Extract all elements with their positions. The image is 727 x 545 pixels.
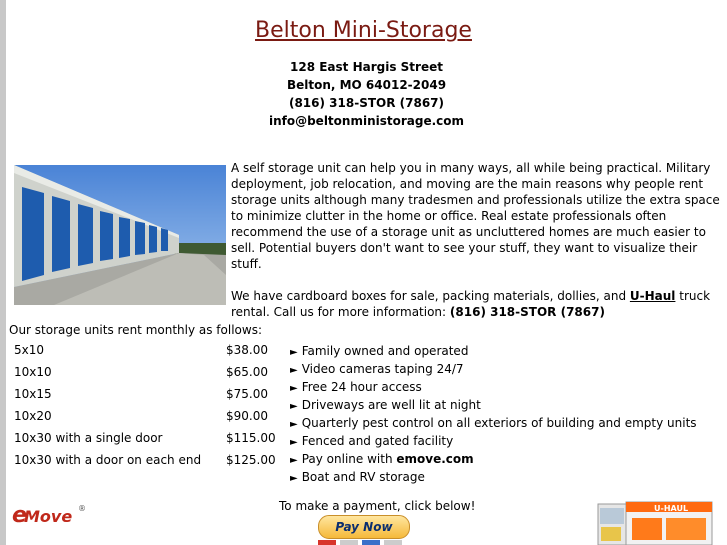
unit-size: 10x30 with a door on each end: [14, 453, 202, 467]
rate-row: [14, 343, 284, 365]
rate-row: [14, 409, 284, 431]
rate-row: [14, 365, 284, 387]
feature-item: [290, 397, 697, 415]
bullet-arrow-icon: ►: [290, 347, 298, 358]
feature-text: Boat and RV storage: [301, 470, 425, 484]
services-phone: (816) 318-STOR (7867): [449, 305, 605, 319]
unit-size: 10x10: [14, 365, 52, 379]
features-list: [290, 343, 697, 487]
emove-logo[interactable]: [12, 500, 88, 528]
intro-paragraph: A self storage unit can help you in many ways, all while being practical. Military deployment, job relocation, and moving are the main reasons why people rent storage units although many tradesmen and professionals utilize the extra space to minimize clutter in the home or office. Real estate professionals often recommend the use of a storage unit as uncluttered homes are much easier to sell. Potential buyers don't want to see your stuff, they want to visualize their stuff.: [231, 161, 720, 271]
bullet-arrow-icon: ►: [290, 437, 298, 448]
city-state-zip: Belton, MO 64012-2049: [286, 78, 447, 92]
feature-item: [290, 361, 697, 379]
page-title: Belton Mini-Storage: [255, 18, 472, 43]
unit-price: $90.00: [226, 409, 268, 423]
storage-facility-photo: [14, 165, 226, 305]
unit-size: 10x30 with a single door: [14, 431, 163, 445]
svg-text:Move: Move: [24, 507, 73, 526]
rates-heading: Our storage units rent monthly as follows:: [9, 323, 262, 337]
email-address[interactable]: info@beltonministorage.com: [268, 114, 465, 128]
bullet-arrow-icon: ►: [290, 365, 298, 376]
unit-size: 10x15: [14, 387, 52, 401]
feature-text: Quarterly pest control on all exteriors of building and empty units: [301, 416, 697, 430]
credit-cards-icon: [318, 540, 410, 545]
address-block: [0, 58, 727, 130]
payment-prompt: To make a payment, click below!: [279, 499, 476, 513]
unit-price: $75.00: [226, 387, 268, 401]
services-text: We have cardboard boxes for sale, packing materials, dollies, and: [231, 289, 630, 303]
feature-text: Video cameras taping 24/7: [301, 362, 464, 376]
unit-price: $115.00: [226, 431, 276, 445]
feature-text: Pay online with: [301, 452, 397, 466]
bullet-arrow-icon: ►: [290, 419, 298, 430]
feature-item: [290, 343, 697, 361]
bullet-arrow-icon: ►: [290, 401, 298, 412]
feature-item: [290, 469, 697, 487]
intro-text: [231, 160, 723, 336]
feature-text: Driveways are well lit at night: [301, 398, 481, 412]
emove-link[interactable]: emove.com: [396, 452, 474, 466]
phone-number: (816) 318-STOR (7867): [288, 96, 445, 110]
feature-text: Family owned and operated: [301, 344, 469, 358]
feature-item: [290, 415, 697, 433]
unit-price: $65.00: [226, 365, 268, 379]
feature-item: [290, 433, 697, 451]
feature-item: [290, 451, 697, 469]
feature-text: Fenced and gated facility: [301, 434, 454, 448]
services-call-text: truck rental. Call us for more information:: [231, 289, 711, 319]
unit-size: 10x20: [14, 409, 52, 423]
rates-table: [14, 343, 284, 475]
rate-row: [14, 431, 284, 453]
pay-now-button[interactable]: Pay Now: [318, 515, 410, 539]
unit-size: 5x10: [14, 343, 45, 357]
svg-text:®: ®: [78, 504, 86, 513]
svg-text:U-HAUL: U-HAUL: [654, 504, 689, 513]
feature-item: [290, 379, 697, 397]
rate-row: [14, 453, 284, 475]
uhaul-truck-image[interactable]: [596, 500, 714, 545]
feature-text: Free 24 hour access: [301, 380, 422, 394]
rate-row: [14, 387, 284, 409]
unit-price: $38.00: [226, 343, 268, 357]
services-paragraph: [231, 288, 723, 320]
uhaul-link[interactable]: U-Haul: [629, 289, 676, 303]
bullet-arrow-icon: ►: [290, 455, 298, 466]
bullet-arrow-icon: ►: [290, 383, 298, 394]
svg-text:e: e: [12, 503, 27, 528]
bullet-arrow-icon: ►: [290, 473, 298, 484]
street-address: 128 East Hargis Street: [290, 60, 443, 74]
unit-price: $125.00: [226, 453, 276, 467]
